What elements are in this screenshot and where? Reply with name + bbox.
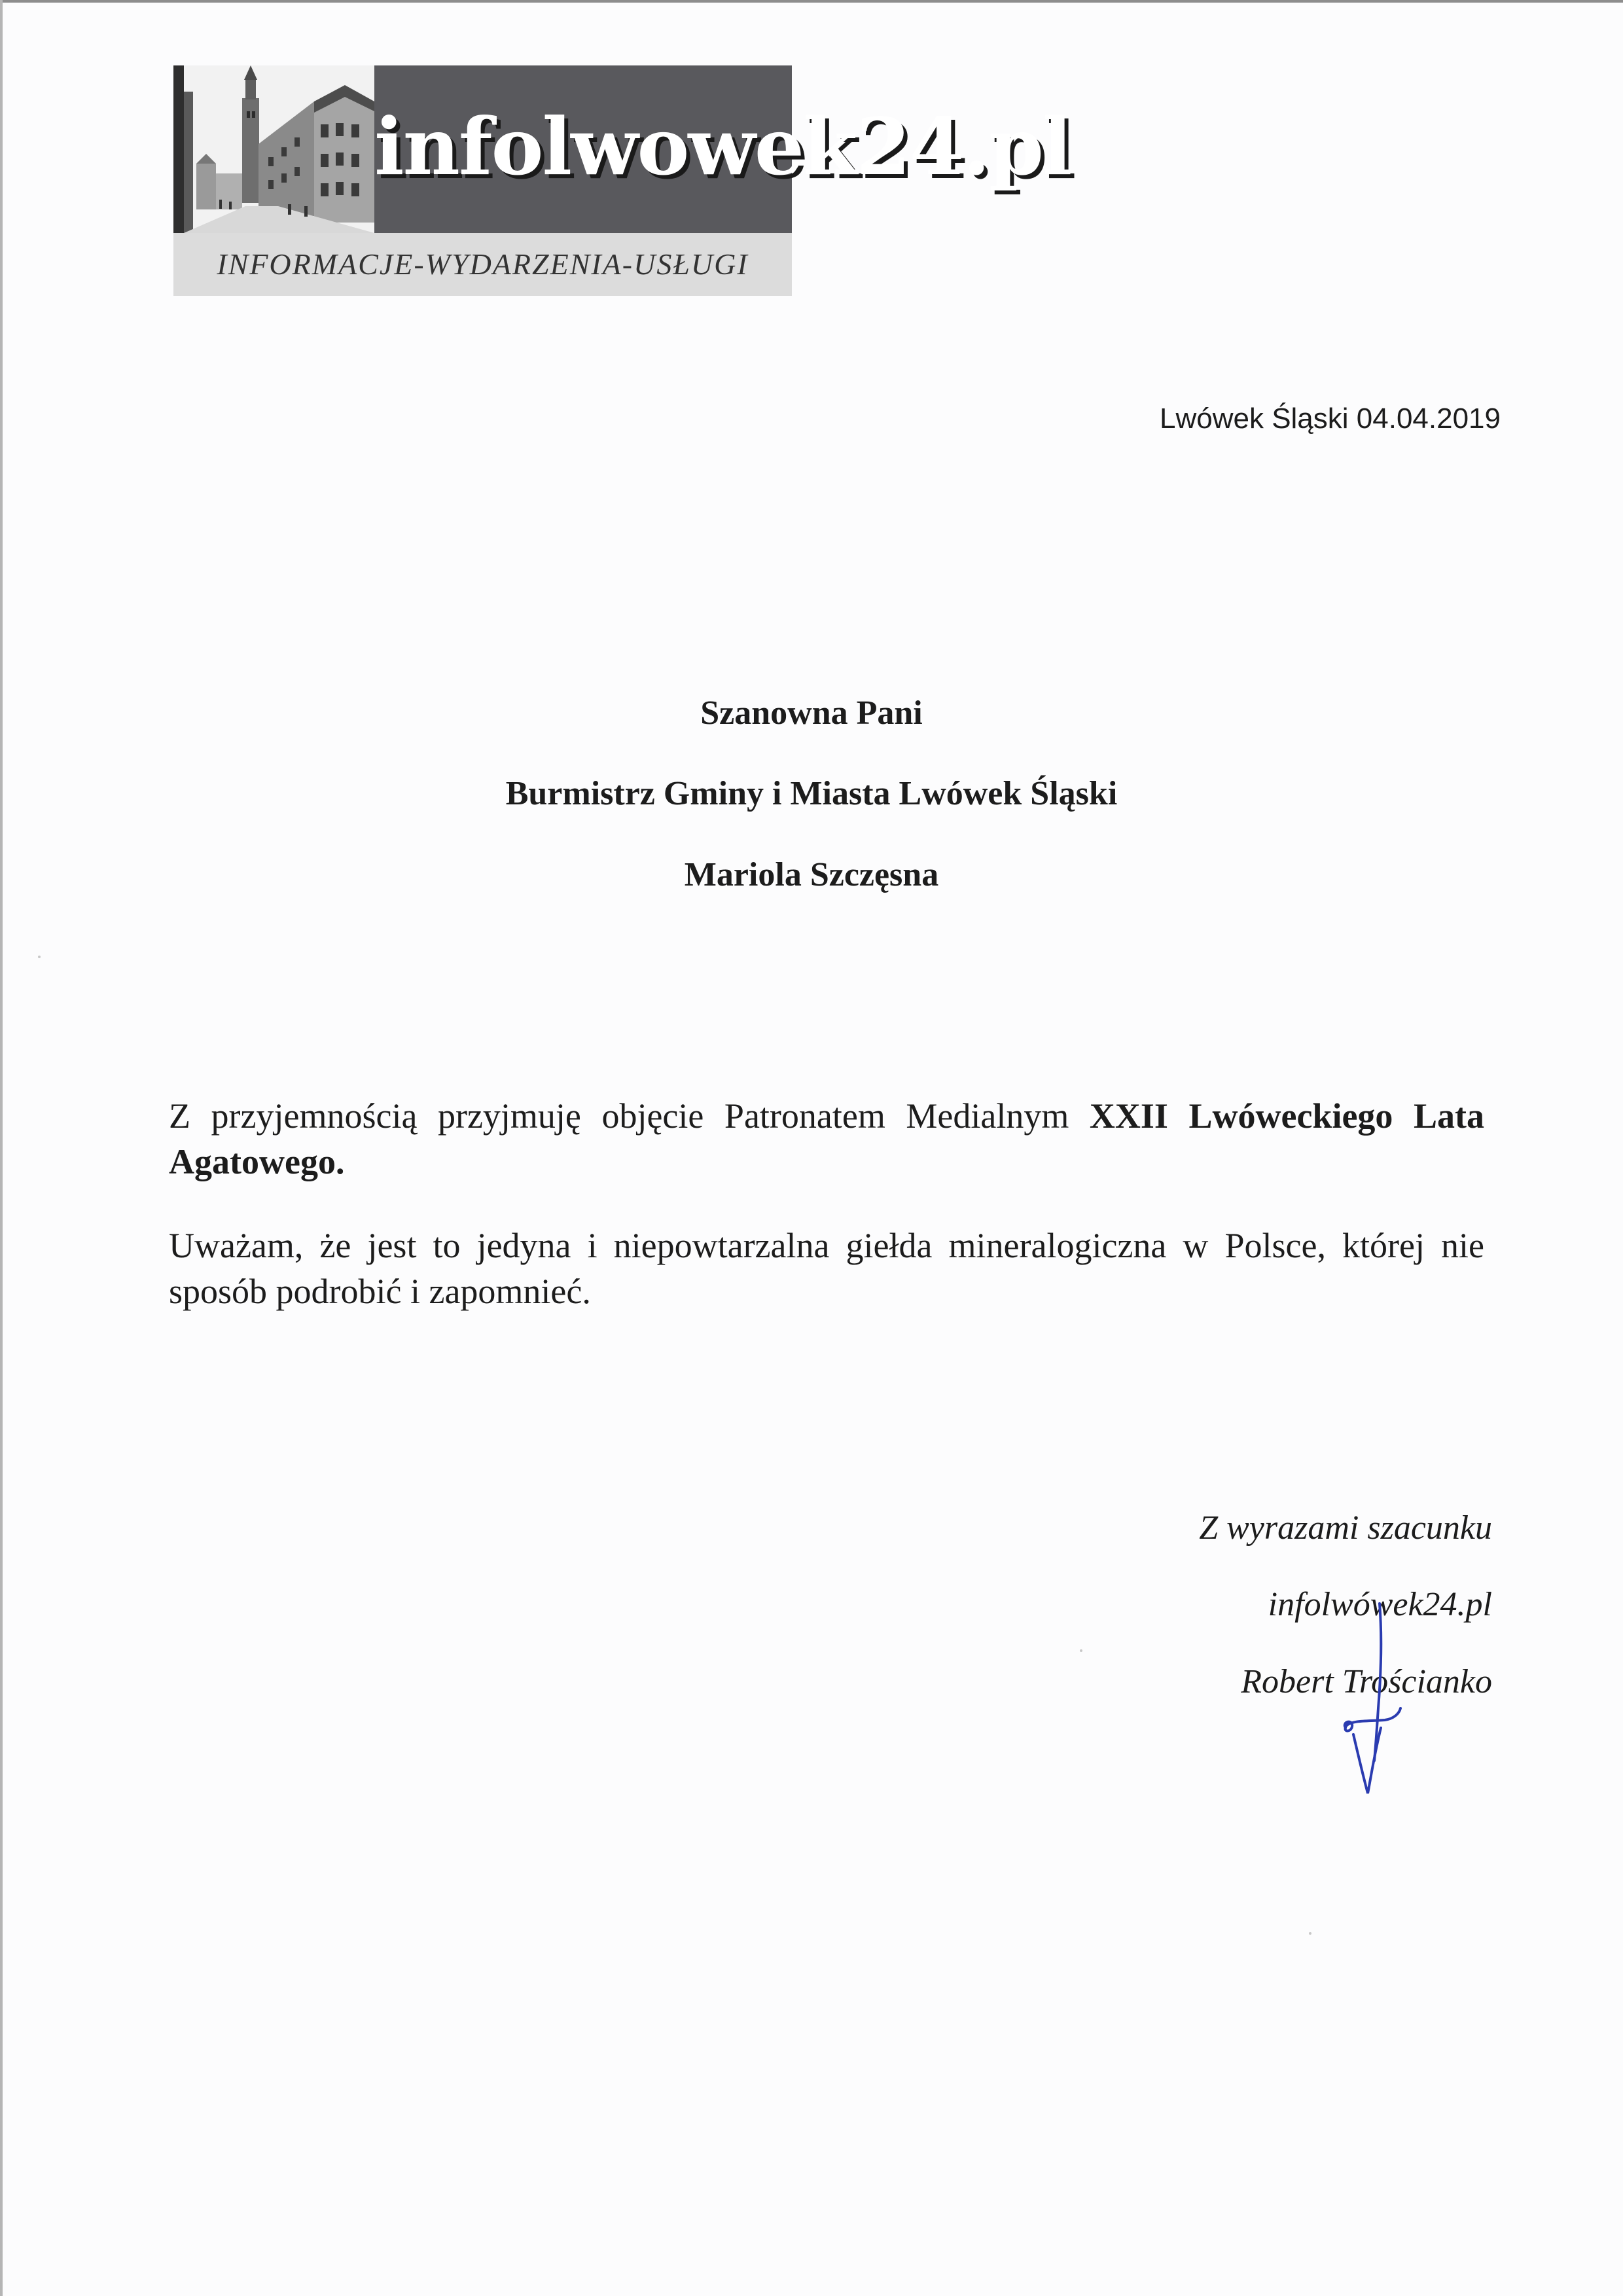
logo-banner xyxy=(374,65,1071,233)
handwritten-signature-icon xyxy=(1322,1597,1414,1813)
logo-tagline-bar xyxy=(173,233,792,296)
closing-signatory-name: Robert Trościanko xyxy=(1241,1663,1492,1700)
paper-speck xyxy=(38,956,41,958)
page-edge-left xyxy=(0,0,3,2296)
paper-speck xyxy=(1309,1932,1311,1935)
closing-organization: infolwówek24.pl xyxy=(1268,1586,1492,1623)
closing-phrase: Z wyrazami szacunku xyxy=(1199,1509,1492,1547)
street-photo-drawing xyxy=(173,65,374,233)
paper-speck xyxy=(1080,1649,1082,1652)
place-date: Lwówek Śląski 04.04.2019 xyxy=(1160,403,1501,435)
paragraph-1-event-name: XXII Lwóweckiego Lata Agatowego. xyxy=(169,1096,1484,1181)
body-paragraph-1 xyxy=(169,1093,1484,1185)
page-edge-top xyxy=(0,0,1623,3)
logo-tagline: INFORMACJE-WYDARZENIA-USŁUGI xyxy=(217,247,749,281)
letterhead-logo xyxy=(173,65,1071,296)
paragraph-1-text: Z przyjemnością przyjmuję objęcie Patronatem Medialnym xyxy=(169,1096,1090,1136)
logo-wordmark: infolwowek24.pl xyxy=(374,101,1071,193)
body-paragraph-2: Uważam, że jest to jedyna i niepowtarzalna giełda mineralogiczna w Polsce, której nie sposób podrobić i zapomnieć. xyxy=(169,1226,1484,1311)
old-town-street-photo-icon xyxy=(173,65,374,233)
salutation: Szanowna Pani xyxy=(700,694,923,732)
addressee-name: Mariola Szczęsna xyxy=(684,856,939,893)
addressee-title: Burmistrz Gminy i Miasta Lwówek Śląski xyxy=(505,775,1118,812)
